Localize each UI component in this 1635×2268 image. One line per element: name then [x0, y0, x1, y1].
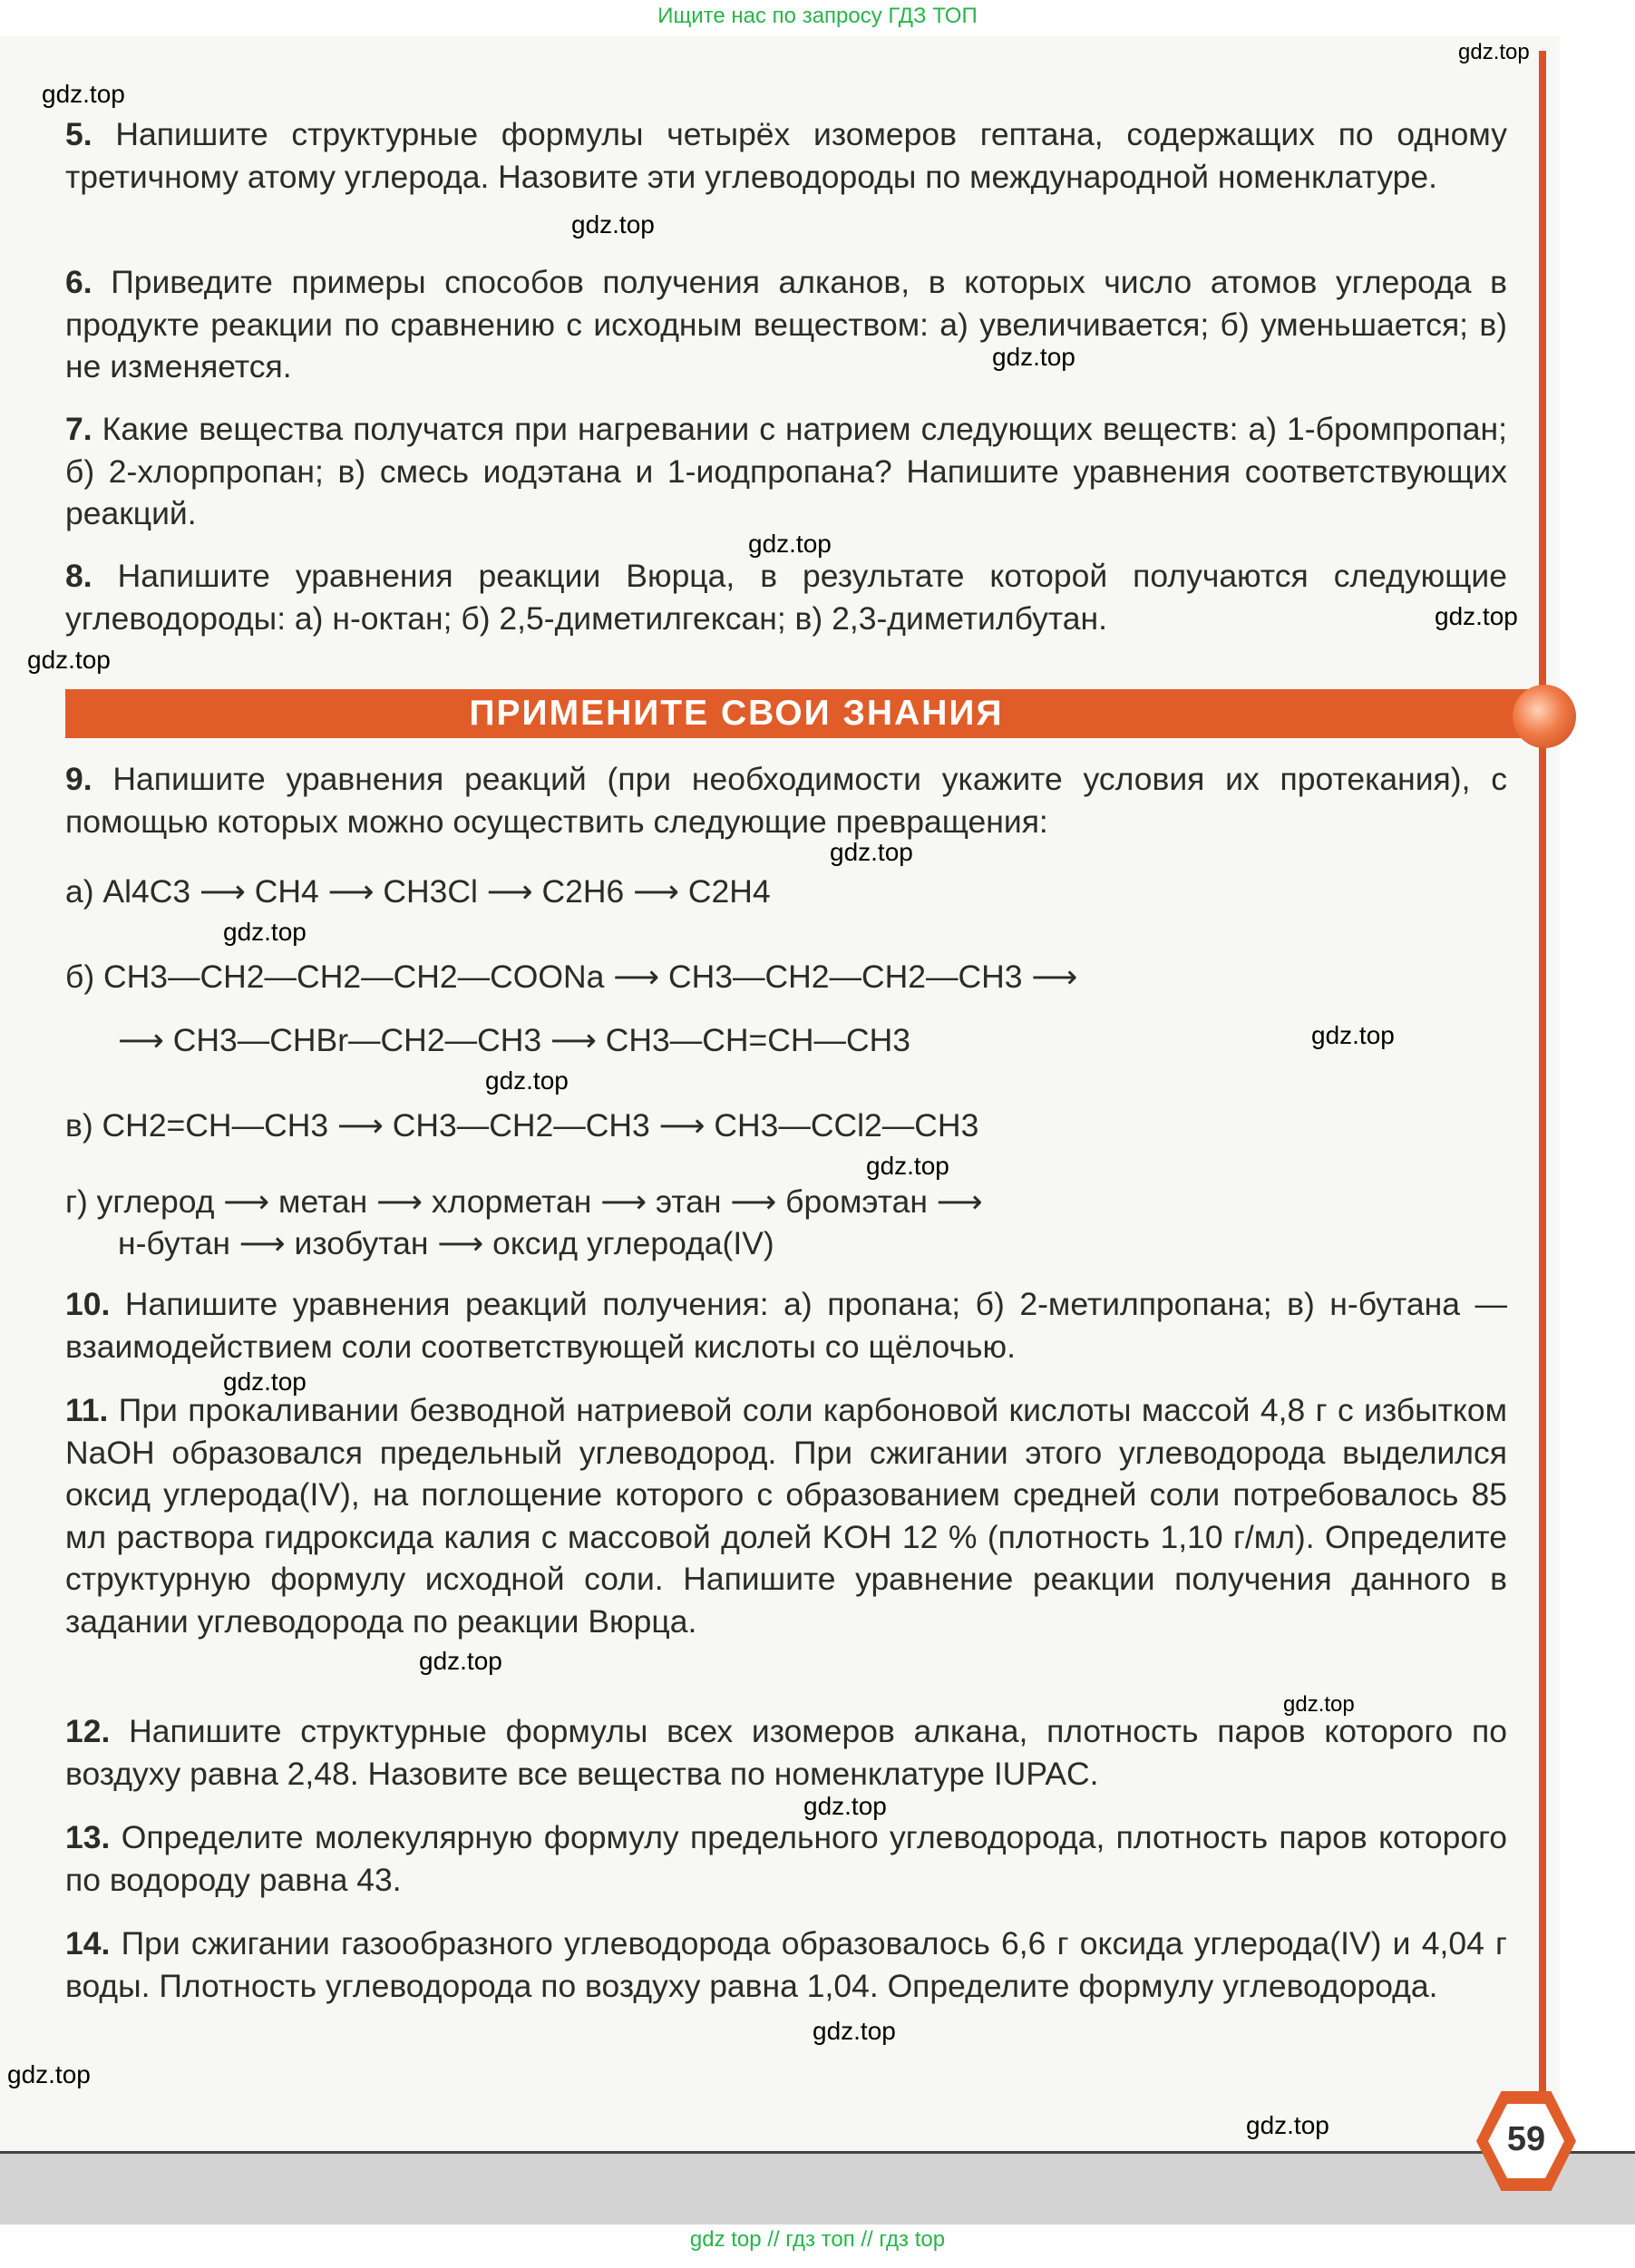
chain-a: а) Al4C3 ⟶ CH4 ⟶ CH3Cl ⟶ C2H6 ⟶ C2H4	[65, 873, 771, 910]
task-5	[65, 113, 1507, 198]
chain-g-line2: н-бутан ⟶ изобутан ⟶ оксид углерода(IV)	[118, 1225, 774, 1261]
task-text: Напишите уравнения реакций получения: а) пропана; б) 2-метилпропана; в) н-бутана — взаимодействием соли соответствующей кислоты со щёлочью.	[65, 1286, 1507, 1365]
watermark: gdz.top	[748, 530, 832, 558]
watermark: gdz.top	[223, 918, 307, 946]
watermark: gdz.top	[42, 80, 125, 108]
watermark: gdz.top	[803, 1792, 887, 1820]
watermark: gdz.top	[7, 2060, 91, 2088]
watermark: gdz.top	[1246, 2111, 1329, 2139]
task-6	[65, 261, 1507, 388]
task-text: Определите молекулярную формулу предельного углеводорода, плотность паров которого по водороду равна 43.	[65, 1819, 1507, 1898]
task-10	[65, 1283, 1507, 1368]
task-number: 6.	[65, 264, 92, 300]
task-number: 14.	[65, 1925, 111, 1961]
chain-v: в) CH2=CH—CH3 ⟶ CH3—CH2—CH3 ⟶ CH3—CCl2—CH3	[65, 1107, 979, 1144]
task-number: 13.	[65, 1819, 111, 1855]
watermark: gdz.top	[571, 210, 655, 238]
watermark: gdz.top	[1435, 602, 1518, 630]
task-number: 11.	[65, 1392, 109, 1428]
task-text: Какие вещества получатся при нагревании с натрием следующих веществ: а) 1-бромпропан; б) 2-хлорпропан; в) смесь иодэтана и 1-иодпропана? Напишите уравнения соответствующих реакций.	[65, 411, 1507, 531]
task-number: 7.	[65, 411, 92, 447]
watermark: gdz.top	[1283, 1692, 1355, 1717]
task-11	[65, 1389, 1507, 1642]
chain-g-line1: г) углерод ⟶ метан ⟶ хлорметан ⟶ этан ⟶ бромэтан ⟶	[65, 1183, 983, 1220]
task-number: 5.	[65, 116, 92, 152]
task-9	[65, 758, 1507, 842]
task-7	[65, 408, 1507, 535]
watermark: gdz.top	[223, 1368, 307, 1396]
task-text: При сжигании газообразного углеводорода образовалось 6,6 г оксида углерода(IV) и 4,04 г воды. Плотность углеводорода по воздуху равна 1,04. Определите формулу углеводорода.	[65, 1925, 1507, 2004]
footer-links[interactable]: gdz top // гдз топ // гдз top	[689, 2227, 946, 2252]
watermark: gdz.top	[992, 343, 1075, 371]
watermark: gdz.top	[813, 2017, 896, 2045]
task-number: 8.	[65, 558, 92, 594]
task-8	[65, 555, 1507, 639]
banner-decoration-icon	[1513, 685, 1576, 748]
section-banner	[65, 689, 1542, 738]
page-number: 59	[1506, 2120, 1546, 2158]
section-title: ПРИМЕНИТЕ СВОИ ЗНАНИЯ	[469, 694, 1004, 733]
page-bottom-band	[0, 2151, 1635, 2224]
task-text: При прокаливании безводной натриевой соли карбоновой кислоты массой 4,8 г с избытком NaOH образовался предельный углеводород. При сжигании этого углеводорода выделился оксид углерода(IV), на поглощение которого с образованием средней соли потребовалось 85 мл раствора гидроксида калия с массовой долей KOH 12 % (плотность 1,10 г/мл). Определите структурную формулу исходной соли. Напишите уравнение реакции получения данного в задании углеводорода по реакции Вюрца.	[65, 1392, 1507, 1640]
task-13	[65, 1816, 1507, 1901]
task-text: Напишите уравнения реакции Вюрца, в результате которой получаются следующие углеводороды: а) н-октан; б) 2,5-диметилгексан; в) 2,3-диметилбутан.	[65, 558, 1507, 637]
task-14	[65, 1922, 1507, 2007]
task-12	[65, 1710, 1507, 1795]
watermark: gdz.top	[485, 1066, 569, 1095]
chain-b-line2: ⟶ CH3—CHBr—CH2—CH3 ⟶ CH3—CH=CH—CH3	[118, 1022, 911, 1058]
watermark: gdz.top	[866, 1152, 949, 1180]
task-text: Приведите примеры способов получения алканов, в которых число атомов углерода в продукте реакции по сравнению с исходным веществом: а) увеличивается; б) уменьшается; в) не изменяется.	[65, 264, 1507, 384]
watermark: gdz.top	[830, 838, 913, 866]
task-number: 10.	[65, 1286, 111, 1322]
task-text: Напишите структурные формулы четырёх изомеров гептана, содержащих по одному третичному атому углерода. Назовите эти углеводороды по международной номенклатуре.	[65, 116, 1507, 195]
search-hint[interactable]: Ищите нас по запросу ГДЗ ТОП	[657, 4, 978, 28]
margin-line	[1539, 51, 1546, 2164]
chain-b-line1: б) CH3—CH2—CH2—CH2—COONa ⟶ CH3—CH2—CH2—CH3 ⟶	[65, 959, 1078, 995]
task-text: Напишите структурные формулы всех изомеров алкана, плотность паров которого по воздуху равна 2,48. Назовите все вещества по номенклатуре IUPAC.	[65, 1713, 1507, 1792]
watermark: gdz.top	[1458, 40, 1530, 64]
watermark: gdz.top	[27, 646, 111, 674]
task-number: 9.	[65, 761, 92, 797]
task-text: Напишите уравнения реакций (при необходимости укажите условия их протекания), с помощью которых можно осуществить следующие превращения:	[65, 761, 1507, 840]
watermark: gdz.top	[1311, 1021, 1395, 1049]
task-number: 12.	[65, 1713, 111, 1749]
watermark: gdz.top	[419, 1647, 502, 1675]
